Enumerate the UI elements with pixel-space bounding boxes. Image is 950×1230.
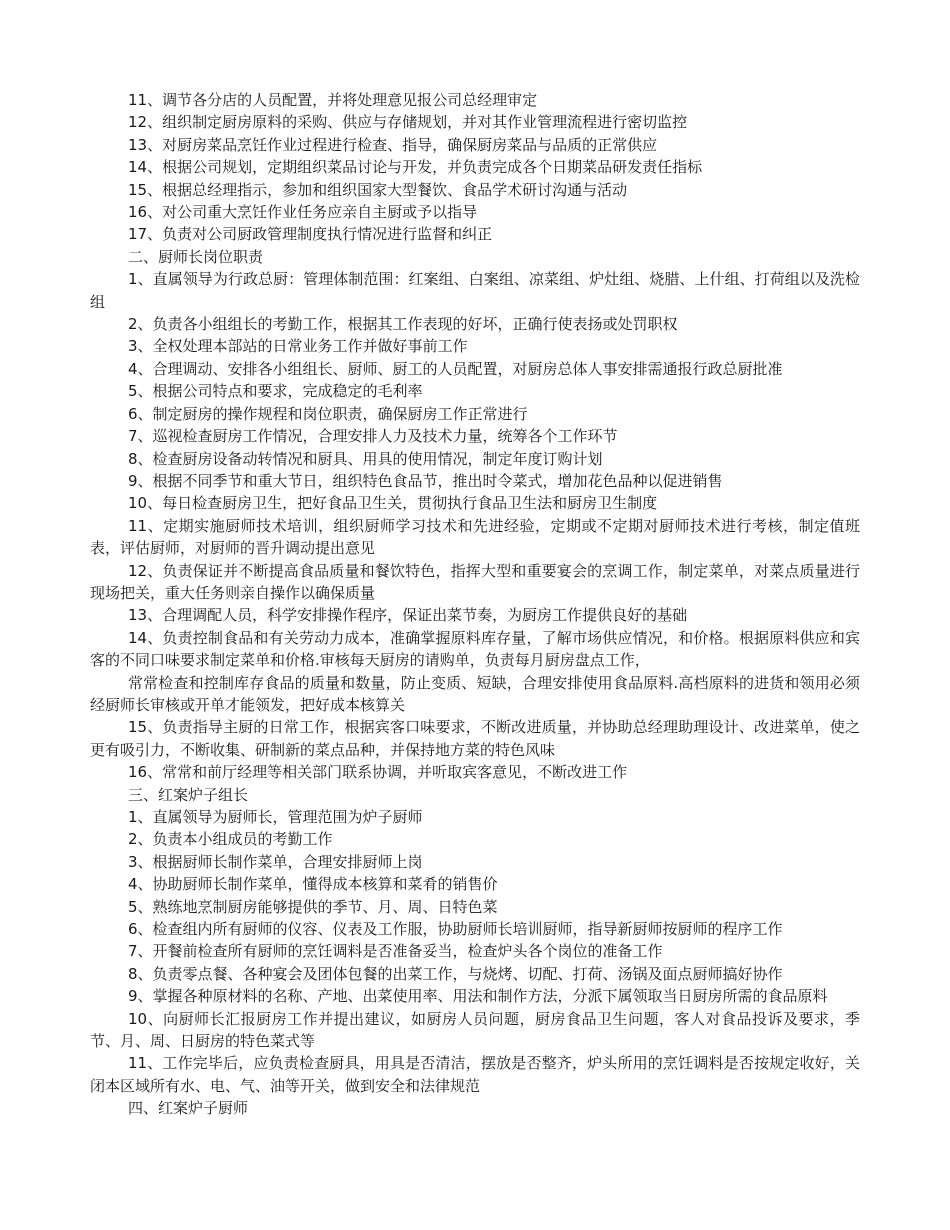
paragraph: 11、定期实施厨师技术培训，组织厨师学习技术和先进经验，定期或不定期对厨师技术进行考核，制定值班表，评估厨师，对厨师的晋升调动提出意见 <box>90 516 860 558</box>
paragraph: 8、检查厨房设备动转情况和厨具、用具的使用情况，制定年度订购计划 <box>128 449 603 468</box>
paragraph: 6、制定厨房的操作规程和岗位职责，确保厨房工作正常进行 <box>128 404 528 423</box>
paragraph: 14、根据公司规划，定期组织菜品讨论与开发，并负责完成各个日期菜品研发责任指标 <box>128 158 703 177</box>
paragraph: 4、协助厨师长制作菜单，懂得成本核算和菜肴的销售价 <box>128 875 498 894</box>
paragraph: 13、合理调配人员，科学安排操作程序，保证出菜节奏，为厨房工作提供良好的基础 <box>128 606 688 625</box>
paragraph: 14、负责控制食品和有关劳动力成本，准确掌握原料库存量，了解市场供应情况，和价格。根据原料供应和宾客的不同口味要求制定菜单和价格.审核每天厨房的请购单，负责每月厨房盘点工作， <box>90 628 860 670</box>
paragraph: 17、负责对公司厨政管理制度执行情况进行监督和纠正 <box>128 225 493 244</box>
paragraph: 15、负责指导主厨的日常工作，根据宾客口味要求，不断改进质量，并协助总经理助理设计、改进菜单，使之更有吸引力，不断收集、研制新的菜点品种，并保持地方菜的特色风味 <box>90 718 860 759</box>
paragraph: 9、根据不同季节和重大节日，组织特色食品节，推出时令菜式，增加花色品种以促进销售 <box>128 471 723 490</box>
paragraph: 9、掌握各种原材料的名称、产地、出菜使用率、用法和制作方法，分派下属领取当日厨房所需的食品原料 <box>128 987 828 1006</box>
section-heading: 二、厨师长岗位职责 <box>128 247 264 266</box>
paragraph: 8、负责零点餐、各种宴会及团体包餐的出菜工作，与烧烤、切配、打荷、汤锅及面点厨师搞好协作 <box>128 964 783 983</box>
paragraph: 常常检查和控制库存食品的质量和数量，防止变质、短缺，合理安排使用食品原料.高档原料的进货和领用必须经厨师长审核或开单才能领发，把好成本核算关 <box>90 673 860 714</box>
paragraph: 12、组织制定厨房原料的采购、供应与存储规划，并对其作业管理流程进行密切监控 <box>128 113 688 132</box>
paragraph: 5、熟练地烹制厨房能够提供的季节、月、周、日特色菜 <box>128 897 498 916</box>
paragraph: 6、检查组内所有厨师的仪容、仪表及工作服，协助厨师长培训厨师，指导新厨师按厨师的程序工作 <box>128 920 783 939</box>
paragraph: 7、巡视检查厨房工作情况，合理安排人力及技术力量，统筹各个工作环节 <box>128 427 618 446</box>
paragraph: 13、对厨房菜品烹饪作业过程进行检查、指导，确保厨房菜品与品质的正常供应 <box>128 135 658 154</box>
paragraph: 16、常常和前厅经理等相关部门联系协调，并听取宾客意见，不断改进工作 <box>128 763 628 782</box>
paragraph: 12、负责保证并不断提高食品质量和餐饮特色，指挥大型和重要宴会的烹调工作，制定菜单，对菜点质量进行现场把关，重大任务则亲自操作以确保质量 <box>90 561 860 602</box>
paragraph: 5、根据公司特点和要求，完成稳定的毛利率 <box>128 382 423 401</box>
paragraph: 11、工作完毕后，应负责检查厨具，用具是否清洁，摆放是否整齐，炉头所用的烹饪调料是否按规定收好，关闭本区域所有水、电、气、油等开关，做到安全和法律规范 <box>90 1054 860 1095</box>
paragraph: 1、直属领导为厨师长，管理范围为炉子厨师 <box>128 808 423 826</box>
paragraph: 2、负责各小组组长的考勤工作，根据其工作表现的好坏，正确行使表扬或处罚职权 <box>128 315 678 334</box>
paragraph: 3、全权处理本部站的日常业务工作并做好事前工作 <box>128 337 468 356</box>
paragraph: 2、负责本小组成员的考勤工作 <box>128 830 333 849</box>
paragraph: 11、调节各分店的人员配置，并将处理意见报公司总经理审定 <box>128 91 538 109</box>
section-heading: 四、红案炉子厨师 <box>128 1099 249 1118</box>
paragraph: 3、根据厨师长制作菜单，合理安排厨师上岗 <box>128 852 423 871</box>
paragraph: 10、向厨师长汇报厨房工作并提出建议，如厨房人员问题，厨房食品卫生问题，客人对食品投诉及要求，季节、月、周、日厨房的特色菜式等 <box>90 1009 860 1051</box>
paragraph: 10、每日检查厨房卫生，把好食品卫生关，贯彻执行食品卫生法和厨房卫生制度 <box>128 494 658 513</box>
paragraph: 1、直属领导为行政总厨：管理体制范围：红案组、白案组、凉菜组、炉灶组、烧腊、上什组、打荷组以及洗检组 <box>90 270 860 311</box>
paragraph: 16、对公司重大烹饪作业任务应亲自主厨或予以指导 <box>128 203 478 222</box>
section-heading: 三、红案炉子组长 <box>128 785 249 804</box>
paragraph: 7、开餐前检查所有厨师的烹饪调料是否准备妥当，检查炉头各个岗位的准备工作 <box>128 942 663 961</box>
paragraph: 15、根据总经理指示，参加和组织国家大型餐饮、食品学术研讨沟通与活动 <box>128 180 628 199</box>
document-body <box>90 89 860 1120</box>
paragraph: 4、合理调动、安排各小组组长、厨师、厨工的人员配置，对厨房总体人事安排需通报行政总厨批准 <box>128 359 783 378</box>
